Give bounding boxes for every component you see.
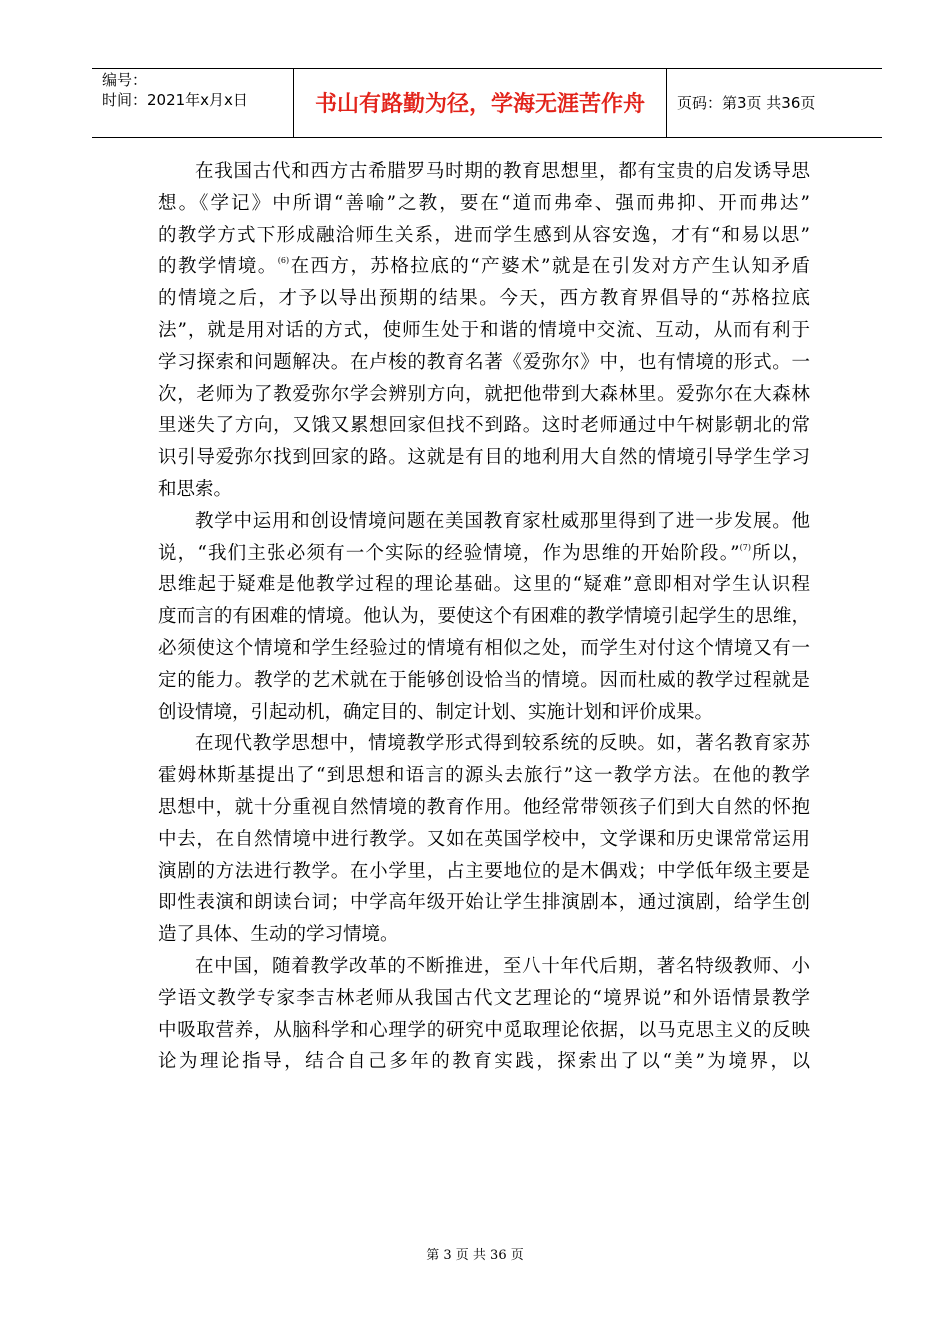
text-line: 里迷失了方向，又饿又累想回家但找不到路。这时老师通过中午树影朝北的常: [158, 415, 810, 437]
text-line: 想。《学记》中所谓“善喻”之教，要在“道而弗牵、强而弗抑、开而弗达”: [158, 192, 810, 214]
text-line: 定的能力。教学的艺术就在于能够创设恰当的情境。因而杜威的教学过程就是: [158, 669, 810, 691]
text-line: 次，老师为了教爱弥尔学会辨别方向，就把他带到大森林里。爱弥尔在大森林: [158, 383, 810, 405]
text-line: 学语文教学专家李吉林老师从我国古代文艺理论的“境界说”和外语情景教学: [158, 987, 810, 1009]
text-line: 思维起于疑难是他教学过程的理论基础。这里的“疑难”意即相对学生认识程: [158, 574, 810, 596]
motto-text: 书山有路勤为径，学海无涯苦作舟: [314, 92, 645, 117]
time-label: 时间：2021年x月x日: [102, 91, 248, 109]
text-line: 创设情境，引起动机，确定目的、制定计划、实施计划和评价成果。: [158, 701, 714, 723]
text-line: 在中国，随着教学改革的不断推进，至八十年代后期，著名特级教师、小: [195, 955, 810, 977]
text-line: 的情境之后，才予以导出预期的结果。今天，西方教育界倡导的“苏格拉底: [158, 288, 810, 310]
text-line: 即性表演和朗读台词；中学高年级开始让学生排演剧本，通过演剧，给学生创: [158, 892, 810, 914]
text-segment: 的教学情境。: [158, 256, 278, 278]
header-meta-cell: [92, 69, 294, 137]
text-line: 学习探索和问题解决。在卢梭的教育名著《爱弥尔》中，也有情境的形式。一: [158, 351, 810, 373]
number-label: 编号：: [102, 71, 148, 89]
header-page-cell: [667, 69, 882, 137]
text-line: 教学中运用和创设情境问题在美国教育家杜威那里得到了进一步发展。他: [195, 510, 810, 532]
text-line: 法”，就是用对话的方式，使师生处于和谐的情境中交流、互动，从而有利于: [158, 319, 810, 341]
text-segment: 说，“我们主张必须有一个实际的经验情境，作为思维的开始阶段。”: [158, 542, 740, 564]
text-line: 造了具体、生动的学习情境。: [158, 924, 399, 946]
header-motto-cell: [294, 69, 667, 137]
text-segment: 所以，: [750, 542, 810, 564]
text-line: 必须使这个情境和学生经验过的情境有相似之处，而学生对付这个情境又有一: [158, 637, 810, 659]
text-line: 中吸取营养，从脑科学和心理学的研究中觅取理论依据，以马克思主义的反映: [158, 1019, 810, 1041]
page-footer: 第 3 页 共 36 页: [426, 1248, 524, 1263]
text-line: 识引导爱弥尔找到回家的路。这就是有目的地利用大自然的情境引导学生学习: [158, 447, 810, 469]
page-info: 页码：第3页 共36页: [677, 94, 816, 112]
text-line: 霍姆林斯基提出了“到思想和语言的源头去旅行”这一教学方法。在他的教学: [158, 765, 810, 787]
text-line: 在我国古代和西方古希腊罗马时期的教育思想里，都有宝贵的启发诱导思: [195, 161, 810, 182]
text-line: 中去，在自然情境中进行教学。又如在英国学校中，文学课和历史课常常运用: [158, 828, 810, 850]
text-line: 演剧的方法进行教学。在小学里，占主要地位的是木偶戏；中学低年级主要是: [158, 860, 810, 882]
text-segment: 在西方，苏格拉底的“产婆术”就是在引发对方产生认知矛盾: [289, 256, 810, 278]
footnote-marker: (7): [739, 542, 751, 552]
text-line: 度而言的有困难的情境。他认为，要使这个有困难的教学情境引起学生的思维，: [158, 606, 810, 628]
text-line: 在现代教学思想中，情境教学形式得到较系统的反映。如，著名教育家苏: [195, 733, 810, 755]
text-line: 思想中，就十分重视自然情境的教育作用。他经常带领孩子们到大自然的怀抱: [158, 796, 810, 818]
body-text: [158, 156, 810, 1078]
text-line: 的教学方式下形成融洽师生关系，进而学生感到从容安逸，才有“和易以思”: [158, 224, 810, 246]
text-line: [158, 251, 810, 283]
text-line: [158, 538, 810, 570]
footnote-marker: (6): [277, 256, 290, 266]
text-line: 和思索。: [158, 478, 233, 500]
page-header: [92, 68, 882, 138]
text-line: 论为理论指导，结合自己多年的教育实践，探索出了以“美”为境界，以: [158, 1051, 810, 1073]
